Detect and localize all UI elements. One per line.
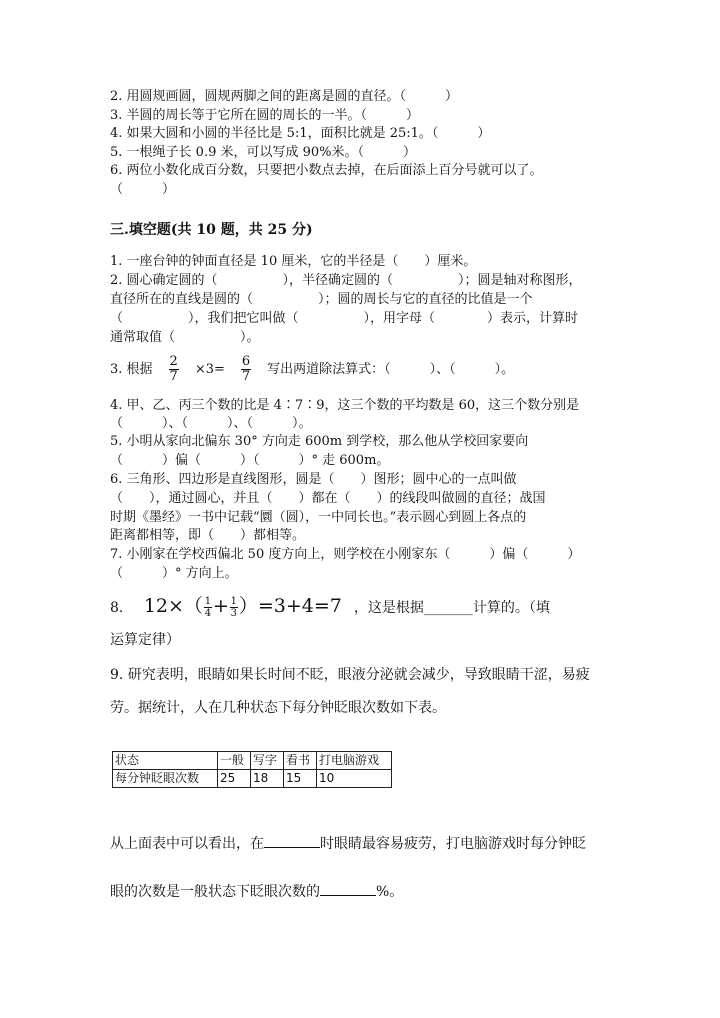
- judge-q5: 5. 一根绳子长 0.9 米，可以写成 90%米。（ ）: [110, 145, 417, 160]
- fraction-one-third: [230, 596, 238, 619]
- fraction-numerator: 1: [204, 595, 212, 607]
- answer-blank[interactable]: [320, 881, 376, 896]
- q9-after1-post: 时眼睛最容易疲劳，打电脑游戏时每分钟眨: [320, 836, 586, 852]
- fraction-numerator: 2: [169, 354, 178, 369]
- fraction-numerator: 6: [241, 354, 251, 369]
- fraction-denominator: 7: [169, 369, 178, 384]
- fill-q7-line1: 7. 小刚家在学校西偏北 50 度方向上，则学校在小刚家东（ ）偏（ ）: [110, 547, 581, 562]
- fraction-denominator: 3: [230, 607, 238, 619]
- fill-q6-line4: 距离都相等，即（ ）都相等。: [110, 528, 306, 543]
- fill-q5-line2: （ ）偏（ ）（ ）° 走 600m。: [110, 453, 390, 468]
- fill-q7-line2: （ ）° 方向上。: [110, 566, 238, 581]
- formula-tail: ）=3+4=7: [238, 595, 342, 617]
- fill-q3-mid: ×3=: [194, 362, 225, 377]
- fill-q6-line2: （ ），通过圆心，并且（ ）都在（ ）的线段叫做圆的直径；战国: [110, 491, 546, 506]
- fill-q6-line1: 6. 三角形、四边形是直线图形，圆是（ ）图形；圆中心的一点叫做: [110, 472, 517, 487]
- table-cell: 18: [251, 770, 284, 788]
- fill-q3: [110, 355, 514, 385]
- fill-q6-line3: 时期《墨经》一书中记载“圜（圆），一中同长也。”表示圆心到圆上各点的: [110, 510, 527, 525]
- fill-q5-line1: 5. 小明从家向北偏东 30° 方向走 600m 到学校，那么他从学校回家要向: [110, 434, 529, 449]
- formula-lead: 12×（: [143, 595, 203, 617]
- answer-blank[interactable]: [264, 833, 320, 848]
- fill-q8: [110, 592, 550, 622]
- fill-q2-line2: 直径所在的直线是圆的（ ）；圆的周长与它的直径的比值是一个: [110, 292, 533, 307]
- fraction-numerator: 1: [230, 595, 238, 607]
- fill-q1: 1. 一座台钟的钟面直径是 10 厘米，它的半径是（ ）厘米。: [110, 254, 477, 269]
- judge-q3: 3. 半圆的周长等于它所在圆的周长的一半。（ ）: [110, 108, 420, 123]
- fill-q2-line3: （ ），我们把它叫做（ ），用字母（ ）表示，计算时: [110, 311, 579, 326]
- fill-q2-line1: 2. 圆心确定圆的（ ），半径确定圆的（ ）；圆是轴对称图形，: [110, 273, 582, 288]
- table-cell: 一般: [218, 752, 251, 770]
- q9-after2-pre: 眼的次数是一般状态下眨眼次数的: [110, 884, 320, 900]
- fill-q4-line2: （ ）、（ ）、（ ）。: [110, 416, 312, 431]
- table-row: [113, 770, 392, 788]
- fraction-six-sevenths: [241, 355, 251, 384]
- fraction-two-sevenths: [169, 355, 179, 384]
- q8-formula: [144, 595, 348, 617]
- fill-q9-after-line1: [110, 833, 586, 852]
- fill-q2-line4: 通常取值（ ）。: [110, 330, 260, 345]
- judge-q6-line1: 6. 两位小数化成百分数，只要把小数点去掉，在后面添上百分号就可以了。: [110, 163, 543, 178]
- judge-q4: 4. 如果大圆和小圆的半径比是 5:1，面积比就是 25:1。（ ）: [110, 126, 491, 141]
- table-cell: 打电脑游戏: [317, 752, 392, 770]
- fill-q9-line2: 劳。据统计，人在几种状态下每分钟眨眼次数如下表。: [110, 700, 446, 716]
- fraction-denominator: 4: [204, 607, 212, 619]
- table-cell: 写字: [251, 752, 284, 770]
- table-cell: 每分钟眨眼次数: [113, 770, 218, 788]
- blink-rate-table: [112, 751, 392, 788]
- judge-q2: 2. 用圆规画圆，圆规两脚之间的距离是圆的直径。（ ）: [110, 89, 459, 104]
- q9-after1-pre: 从上面表中可以看出，在: [110, 836, 264, 852]
- fraction-one-quarter: [204, 596, 212, 619]
- table-cell: 15: [284, 770, 317, 788]
- fill-q4-line1: 4. 甲、乙、丙三个数的比是 4∶7∶9，这三个数的平均数是 60，这三个数分别是: [110, 398, 580, 413]
- table-cell: 看书: [284, 752, 317, 770]
- q9-after2-post: %。: [376, 884, 404, 900]
- table-cell: 状态: [113, 752, 218, 770]
- fill-q9-line1: 9. 研究表明，眼睛如果长时间不眨，眼液分泌就会减少，导致眼睛干涩，易疲: [110, 667, 590, 683]
- fill-q8-number: 8.: [110, 600, 124, 616]
- fill-q3-suffix: 写出两道除法算式：（ ）、（ ）。: [267, 362, 515, 377]
- table-header-row: [113, 752, 392, 770]
- judge-q6-line2: （ ）: [110, 182, 176, 197]
- fraction-denominator: 7: [241, 369, 251, 384]
- fill-q8-line2: 运算定律）: [110, 632, 180, 648]
- fill-q3-prefix: 3. 根据: [110, 362, 153, 377]
- formula-plus: +: [212, 595, 229, 617]
- table-cell: 25: [218, 770, 251, 788]
- table-cell: 10: [317, 770, 392, 788]
- fill-q9-after-line2: [110, 881, 403, 900]
- fill-q8-suffix: ，这是根据_______计算的。（填: [353, 600, 550, 616]
- section-title: 三.填空题(共 10 题，共 25 分): [110, 222, 313, 238]
